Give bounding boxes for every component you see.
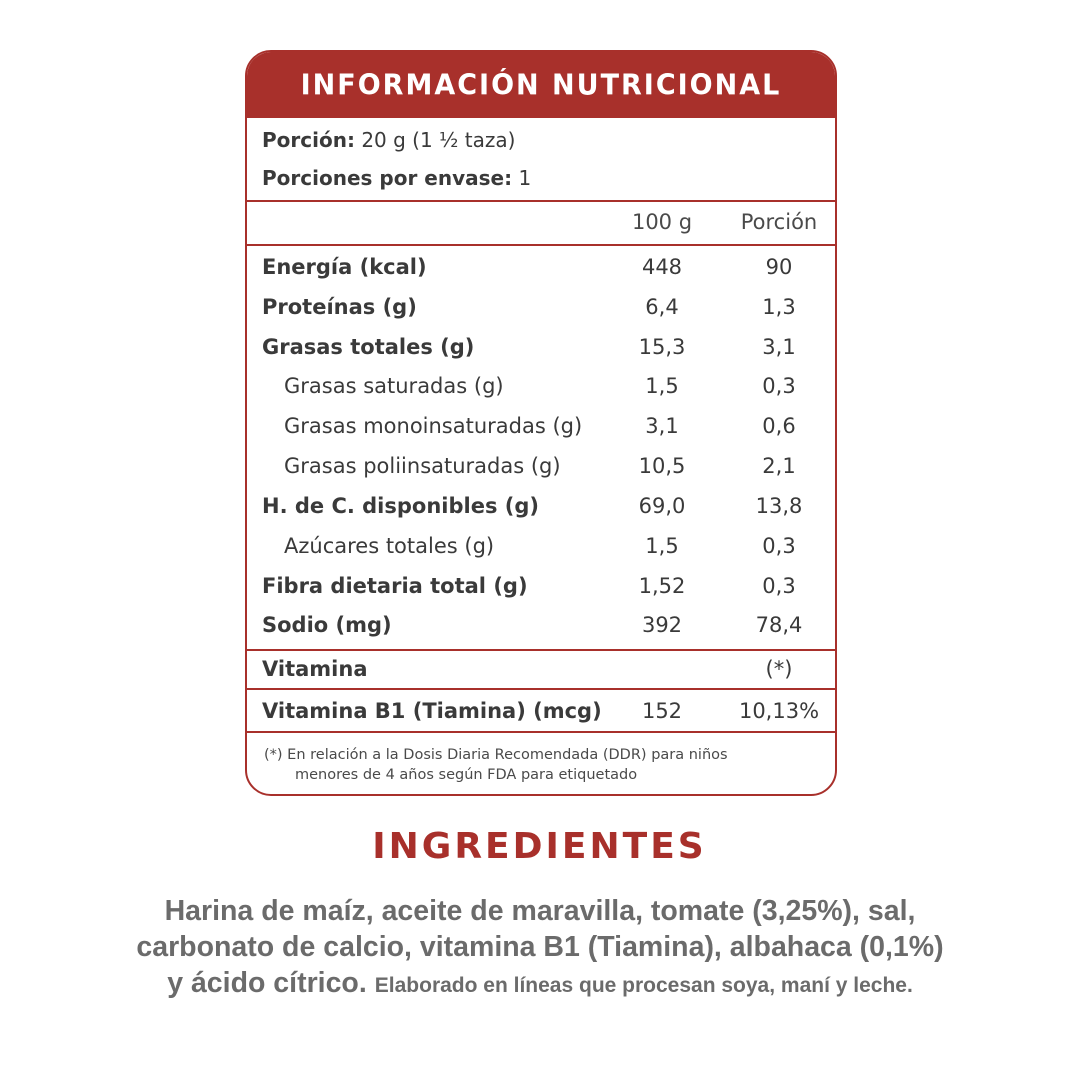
value-portion: 3,1 (762, 335, 796, 359)
servings-value: 1 (518, 166, 532, 190)
value-portion: 0,3 (762, 534, 796, 558)
row-label: Fibra dietaria total (g) (262, 574, 528, 598)
value-portion: 0,6 (762, 414, 796, 438)
value-100g: 1,5 (645, 374, 679, 398)
value-portion: 0,3 (762, 574, 796, 598)
ingredients-title: INGREDIENTES (372, 826, 707, 867)
servings-label: Porciones por envase: (262, 166, 513, 190)
footnote-line: menores de 4 años según FDA para etiquetado (295, 767, 638, 783)
row-label: Grasas totales (g) (262, 335, 475, 359)
row-label: Azúcares totales (g) (284, 534, 495, 558)
servings-per-container (262, 166, 531, 190)
panel-title: INFORMACIÓN NUTRICIONAL (300, 68, 782, 102)
value-100g: 69,0 (638, 494, 686, 518)
nutrition-facts-panel (245, 50, 837, 796)
footnote-line: (*) En relación a la Dosis Diaria Recomendada (DDR) para niños (264, 747, 728, 763)
value-portion: 90 (765, 255, 793, 279)
value-100g: 1,5 (645, 534, 679, 558)
serving-label: Porción: (262, 128, 355, 152)
column-header-100g: 100 g (631, 210, 693, 234)
row-label: Energía (kcal) (262, 255, 427, 279)
value-portion: 2,1 (762, 454, 796, 478)
ingredients-line: carbonato de calcio, vitamina B1 (Tiamina), albahaca (0,1%) (136, 931, 944, 963)
value-100g: 392 (641, 613, 683, 637)
value-100g: 152 (641, 699, 683, 723)
allergen-note: Elaborado en líneas que procesan soya, maní y leche. (374, 974, 913, 997)
value-100g: 6,4 (645, 295, 679, 319)
table-row (247, 534, 835, 574)
vitamin-header-row (247, 657, 835, 697)
serving-value: 20 g (1 ½ taza) (361, 128, 516, 152)
row-label: Sodio (mg) (262, 613, 392, 637)
value-portion: (*) (765, 657, 793, 681)
panel-header (247, 52, 835, 118)
table-row (247, 335, 835, 375)
value-portion: 13,8 (755, 494, 803, 518)
ingredients-line: Harina de maíz, aceite de maravilla, tomate (3,25%), sal, (164, 895, 916, 927)
vitamin-row (247, 699, 835, 739)
ingredients-line-3 (90, 965, 990, 1004)
value-portion: 78,4 (755, 613, 803, 637)
row-label: Grasas monoinsaturadas (g) (284, 414, 583, 438)
value-portion: 0,3 (762, 374, 796, 398)
footnote (264, 745, 824, 785)
table-row (247, 295, 835, 335)
value-100g: 448 (641, 255, 683, 279)
table-row (247, 255, 835, 295)
table-row (247, 574, 835, 614)
row-label: H. de C. disponibles (g) (262, 494, 539, 518)
row-label: Grasas poliinsaturadas (g) (284, 454, 561, 478)
serving-size (262, 128, 515, 152)
table-row (247, 454, 835, 494)
value-100g: 1,52 (638, 574, 686, 598)
value-100g: 15,3 (638, 335, 686, 359)
divider (247, 649, 835, 651)
value-100g: 3,1 (645, 414, 679, 438)
value-portion: 10,13% (738, 699, 820, 723)
row-label: Vitamina (262, 657, 368, 681)
ingredients-line: y ácido cítrico. (167, 967, 367, 999)
ingredients-text (90, 893, 990, 1004)
column-header-portion: Porción (740, 210, 818, 234)
table-row (247, 494, 835, 534)
divider (247, 731, 835, 733)
divider (247, 244, 835, 246)
value-100g: 10,5 (638, 454, 686, 478)
row-label: Vitamina B1 (Tiamina) (mcg) (262, 699, 602, 723)
value-portion: 1,3 (762, 295, 796, 319)
row-label: Grasas saturadas (g) (284, 374, 504, 398)
table-row (247, 613, 835, 653)
row-label: Proteínas (g) (262, 295, 417, 319)
divider (247, 200, 835, 202)
divider (247, 688, 835, 690)
table-row (247, 374, 835, 414)
table-row (247, 414, 835, 454)
